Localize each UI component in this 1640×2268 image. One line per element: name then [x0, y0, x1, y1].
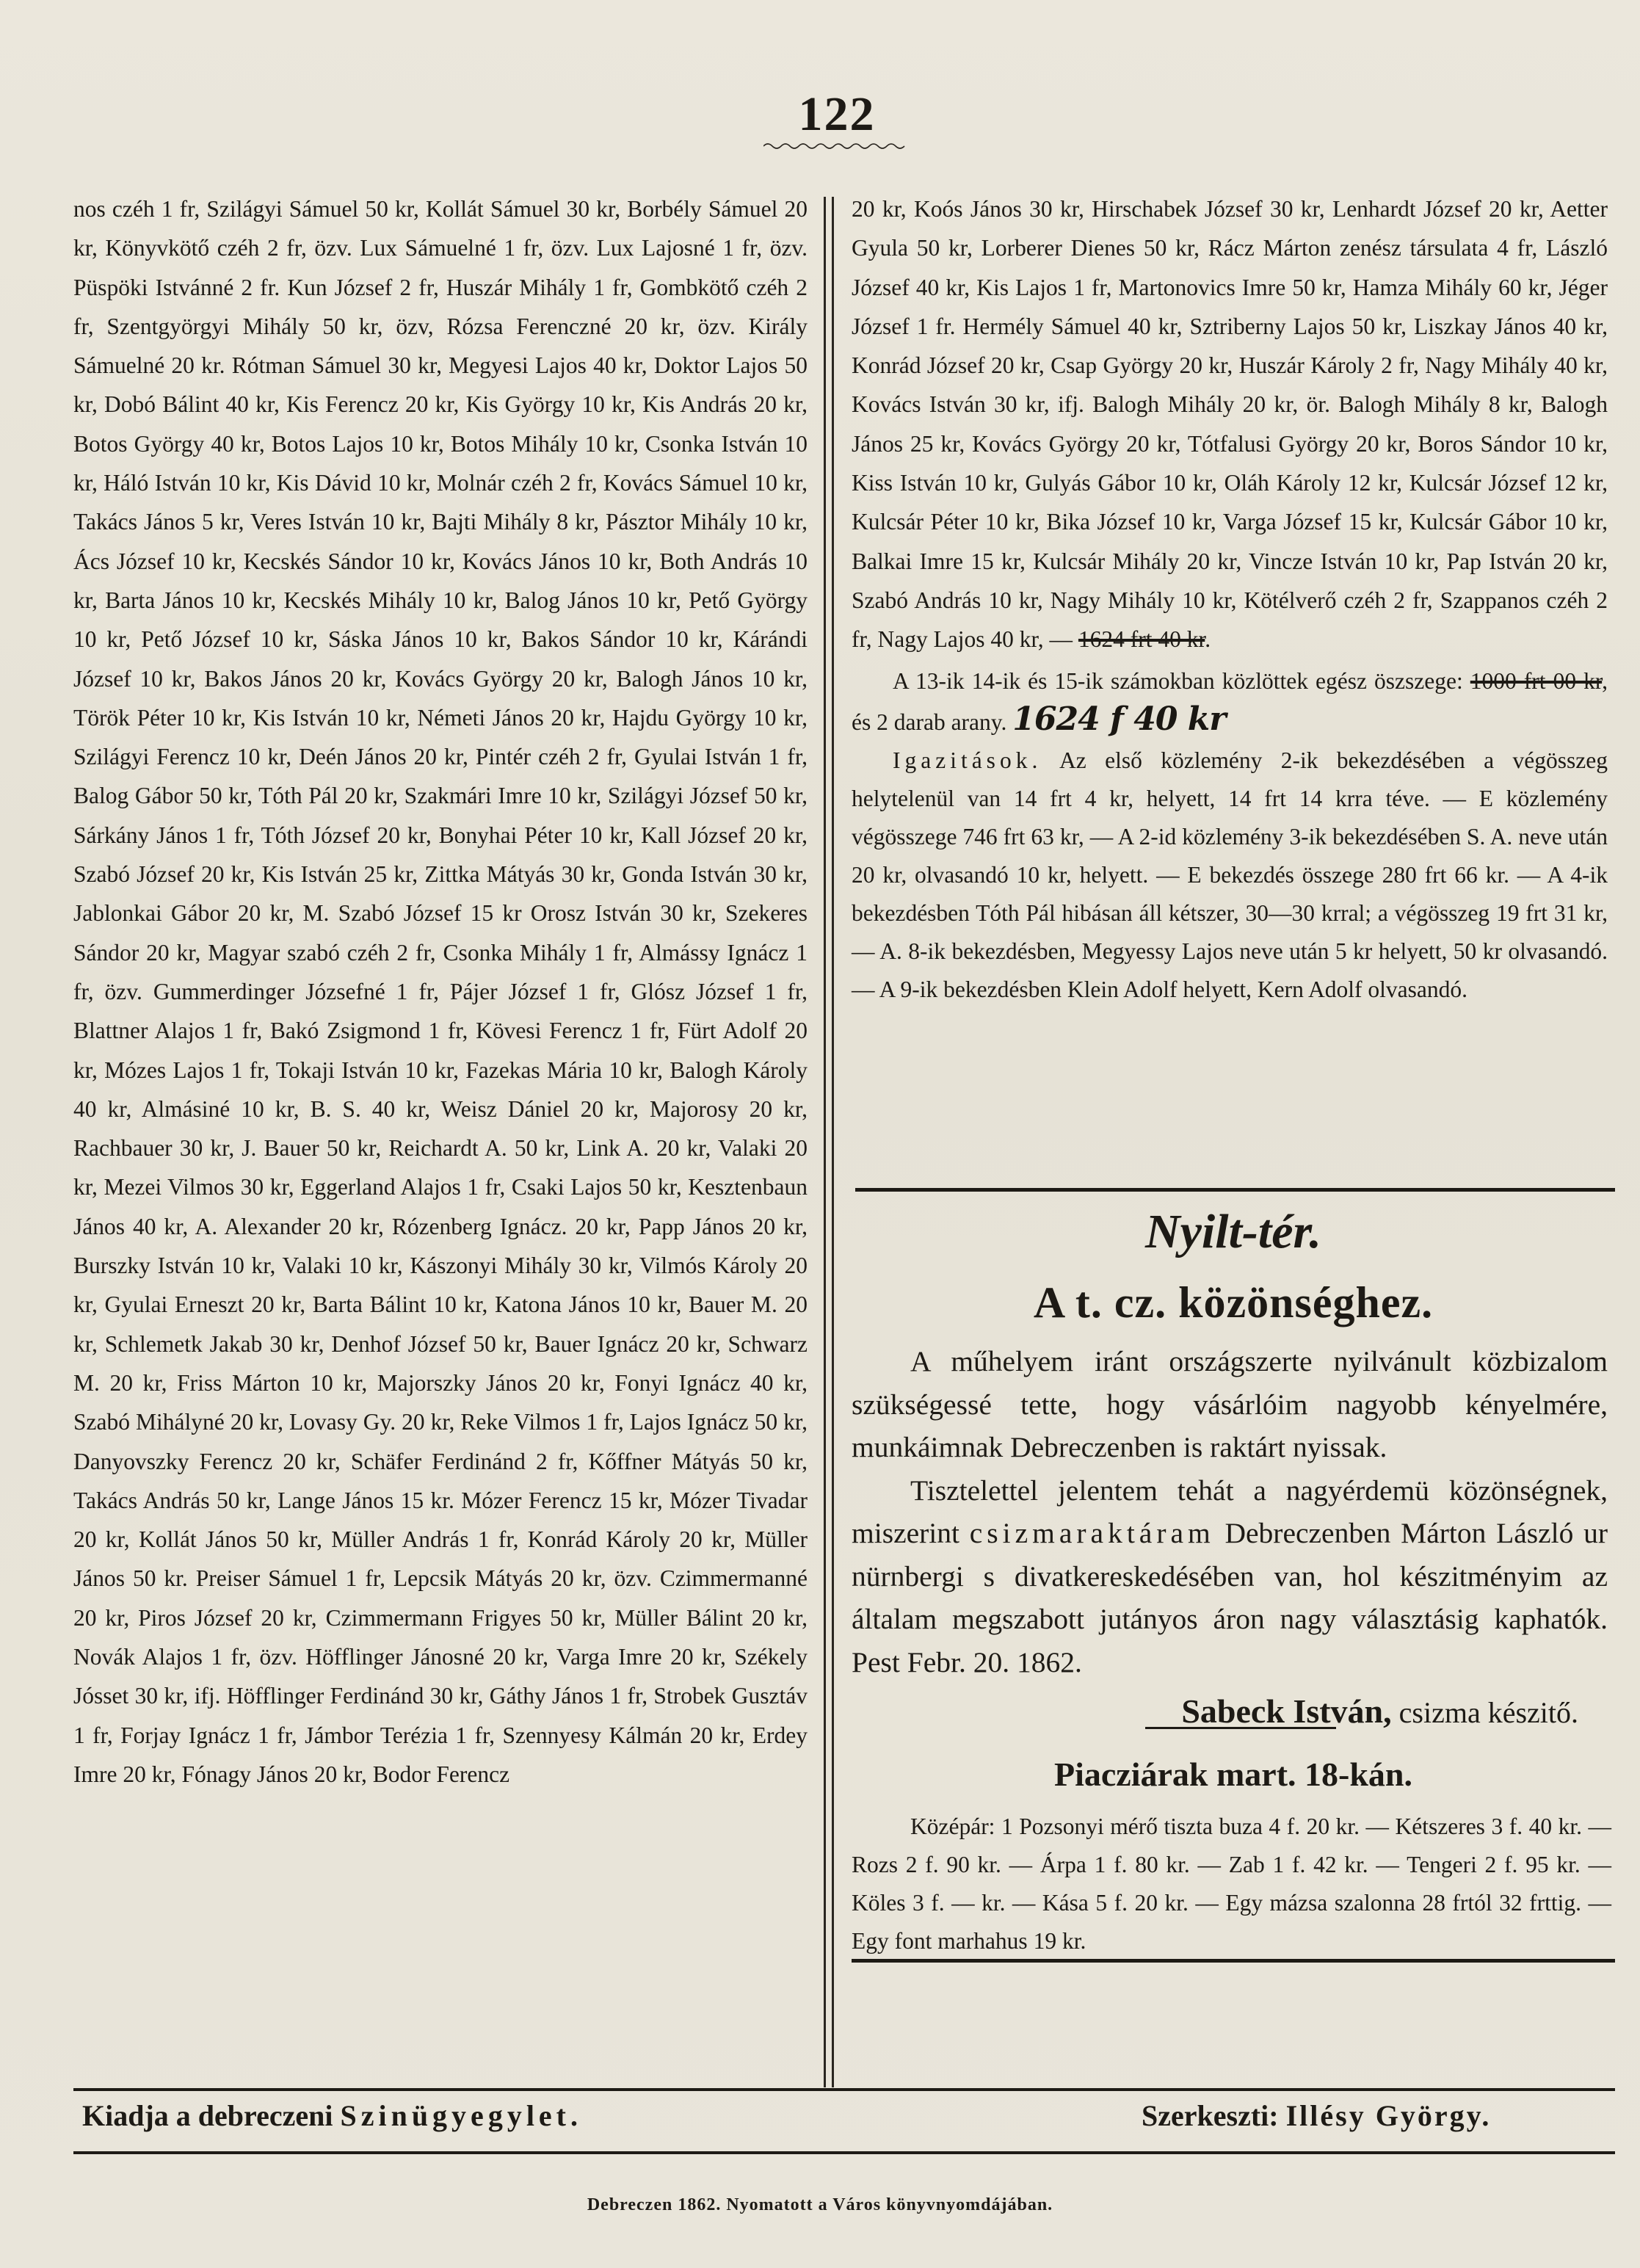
editor-label: Szerkeszti:: [1142, 2099, 1279, 2132]
footer-top-rule: [73, 2088, 1615, 2091]
ad-paragraph-2-a: Tisztelettel jelentem tehát a nagyérdemü közönségnek, miszerint: [852, 1474, 1608, 1549]
footer-bottom-rule: [73, 2151, 1615, 2154]
handwritten-sum: 1624 f 40 kr: [1012, 700, 1226, 738]
nyilt-ter-heading: Nyilt-tér.: [1144, 1205, 1322, 1258]
editor-name: Illésy György.: [1285, 2099, 1492, 2132]
market-prices: [852, 1808, 1611, 1960]
signer-role: csizma készitő.: [1398, 1696, 1578, 1729]
advertisement: [852, 1340, 1608, 1736]
summary-struck: 1000 frt 00 kr: [1470, 667, 1603, 694]
ad-paragraph-1: A műhelyem iránt országszerte nyilvánult közbizalom szükségessé tette, hogy vásárlóim nagyobb kényelmére, munkáimnak Debreczenben is raktárt nyissak.: [852, 1345, 1608, 1463]
corrections-paragraph: [852, 742, 1608, 1009]
printer-imprint: Debreczen 1862. Nyomatott a Város könyvnyomdájában.: [587, 2195, 1053, 2214]
footer-editor: [1142, 2098, 1491, 2133]
publisher-label: Kiadja a debreczeni: [82, 2099, 333, 2132]
market-title: Piacziárak mart. 18-kán.: [1053, 1756, 1413, 1793]
donor-list-left: nos czéh 1 fr, Szilágyi Sámuel 50 kr, Kollát Sámuel 30 kr, Borbély Sámuel 20 kr, Könyvkötő czéh 2 fr, özv. Lux Sámuelné 1 fr, özv. Lux Lajosné 1 fr, özv. Püspöki Istvánné 2 fr. Kun József 2 fr, Huszár Mihály 1 fr, Gombkötő czéh 2 fr, Szentgyörgyi Mihály 50 kr, özv, Rózsa Ferenczné 20 kr, özv. Király Sámuelné 20 kr. Rótman Sámuel 30 kr, Megyesi Lajos 40 kr, Doktor Lajos 50 kr, Dobó Bálint 40 kr, Kis Ferencz 20 kr, Kis György 10 kr, Kis András 20 kr, Botos György 40 kr, Botos Lajos 10 kr, Botos Mihály 10 kr, Csonka István 10 kr, Háló István 10 kr, Kis Dávid 10 kr, Molnár czéh 2 fr, Kovács Sámuel 10 kr, Takács János 5 kr, Veres István 10 kr, Bajti Mihály 8 kr, Pásztor Mihály 10 kr, Ács József 10 kr, Kecskés Sándor 10 kr, Kovács János 10 kr, Both András 10 kr, Barta János 10 kr, Kecskés Mihály 10 kr, Balog János 10 kr, Pető György 10 kr, Pető József 10 kr, Sáska János 10 kr, Bakos Sándor 10 kr, Kárándi József 10 kr, Bakos János 20 kr, Kovács György 20 kr, Balogh János 10 kr, Török Péter 10 kr, Kis István 10 kr, Németi János 20 kr, Hajdu György 10 kr, Szilágyi Ferencz 10 kr, Deén János 20 kr, Pintér czéh 2 fr, Gyulai István 1 fr, Balog Gábor 50 kr, Tóth Pál 20 kr, Szakmári Imre 10 kr, Szilágyi József 50 kr, Sárkány János 1 fr, Tóth József 20 kr, Bonyhai Péter 10 kr, Kall József 20 kr, Szabó József 20 kr, Kis István 25 kr, Zittka Mátyás 30 kr, Gonda István 30 kr, Jablonkai Gábor 20 kr, M. Szabó József 15 kr Orosz István 30 kr, Szekeres Sándor 20 kr, Magyar szabó czéh 2 fr, Csonka Mihály 1 fr, Almássy Ignácz 1 fr, özv. Gummerdinger Józsefné 1 fr, Pájer József 1 fr, Glósz József 1 fr, Blattner Alajos 1 fr, Bakó Zsigmond 1 fr, Kövesi Ferencz 1 fr, Fürt Adolf 20 kr, Mózes Lajos 1 fr, Tokaji István 10 kr, Fazekas Mária 10 kr, Balogh Károly 40 kr, Almásiné 10 kr, B. S. 40 kr, Weisz Dániel 20 kr, Majorosy 20 kr, Rachbauer 30 kr, J. Bauer 50 kr, Reichardt A. 50 kr, Link A. 20 kr, Valaki 20 kr, Mezei Vilmos 30 kr, Eggerland Alajos 1 fr, Csaki Lajos 50 kr, Kesztenbaun János 40 kr, A. Alexander 20 kr, Rózenberg Ignácz. 20 kr, Papp János 20 kr, Burszky István 10 kr, Valaki 10 kr, Kászonyi Mihály 30 kr, Vilmós Károly 20 kr, Gyulai Erneszt 20 kr, Barta Bálint 10 kr, Katona János 10 kr, Bauer M. 20 kr, Schlemetk Jakab 30 kr, Denhof József 50 kr, Bauer Ignácz 20 kr, Schwarz M. 20 kr, Friss Márton 10 kr, Majorszky János 20 kr, Fonyi Ignácz 40 kr, Szabó Mihályné 20 kr, Lovasy Gy. 20 kr, Reke Vilmos 1 fr, Lajos Ignácz 50 kr, Danyovszky Ferencz 20 kr, Schäfer Ferdinánd 2 fr, Kőffner Mátyás 50 kr, Takács András 50 kr, Lange János 15 kr. Mózer Ferencz 15 kr, Mózer Tivadar 20 kr, Kollát János 50 kr, Müller András 1 fr, Konrád Károly 20 kr, Müller János 50 kr. Preiser Sámuel 1 fr, Lepcsik Mátyás 20 kr, özv. Czimmermanné 20 kr, Piros József 20 kr, Czimmermann Frigyes 50 kr, Müller Bálint 20 kr, Novák Alajos 1 fr, özv. Höfflinger Jánosné 20 kr, Varga Imre 20 kr, Székely Jósset 30 kr, ifj. Höfflinger Ferdinánd 30 kr, Gáthy János 1 fr, Strobek Gusztáv 1 fr, Forjay Ignácz 1 fr, Jámbor Terézia 1 fr, Szennyesy Kálmán 20 kr, Erdey Imre 20 kr, Fónagy János 20 kr, Bodor Ferencz: [73, 196, 808, 1787]
ad-paragraph-2: [852, 1469, 1608, 1684]
footer-publisher: [82, 2098, 582, 2133]
corrections-label: Igazitások.: [893, 747, 1042, 773]
ad-heading: A t. cz. közönséghez.: [1033, 1278, 1434, 1327]
summary-line: A 13-ik 14-ik és 15-ik számokban közlöttek egész öszszege:: [893, 667, 1463, 694]
column-divider: [824, 197, 834, 2087]
left-column: [73, 189, 808, 1794]
donor-list-right-text: 20 kr, Koós János 30 kr, Hirschabek József 30 kr, Lenhardt József 20 kr, Aetter Gyula 50 kr, Lorberer Dienes 50 kr, Rácz Márton zenész társulata 4 fr, László József 40 kr, Kis Lajos 1 fr, Martonovics Imre 50 kr, Hamza Mihály 60 kr, Jéger József 1 fr. Hermély Sámuel 40 kr, Sztriberny Lajos 50 kr, Liszkay János 40 kr, Konrád József 20 kr, Csap György 20 kr, Huszár Károly 2 fr, Nagy Mihály 40 kr, Kovács István 30 kr, ifj. Balogh Mihály 20 kr, ör. Balogh Mihály 8 kr, Balogh János 25 kr, Kovács György 20 kr, Tótfalusi György 20 kr, Boros Sándor 10 kr, Kiss István 10 kr, Gulyás Gábor 10 kr, Oláh Károly 12 kr, Kulcsár József 12 kr, Kulcsár Péter 10 kr, Bika József 10 kr, Varga József 15 kr, Kulcsár Gábor 10 kr, Balkai Imre 15 kr, Kulcsár Mihály 20 kr, Vincze István 10 kr, Pap István 20 kr, Szabó András 10 kr, Nagy Mihály 10 kr, Kötélverő czéh 2 fr, Szappanos czéh 2 fr, Nagy Lajos 40 kr, —: [852, 196, 1608, 653]
section-divider: [855, 1188, 1615, 1192]
short-divider: [1145, 1727, 1336, 1729]
ad-paragraph-2-b: Debreczenben Márton László ur nürnbergi s divatkereskedésében van, hol készitményim az általam megszabott jutányos áron nagy választásig kaphatók. Pest Febr. 20. 1862.: [852, 1517, 1608, 1678]
corrections-text: Az első közlemény 2-ik bekezdésében a végösszeg helytelenül van 14 frt 4 kr, helyett, 14 frt 14 krra téve. — E közlemény végösszege 746 frt 63 kr, — A 2-id közlemény 3-ik bekezdésében S. A. neve után 20 kr, olvasandó 10 kr, helyett. — E bekezdés összege 280 frt 66 kr. — A 4-ik bekezdésben Tóth Pál hibásan áll kétszer, 30—30 krral; a végösszeg 19 frt 31 kr, — A. 8-ik bekezdésben, Megyessy Lajos neve után 5 kr helyett, 50 kr olvasandó. — A 9-ik bekezdésben Klein Adolf helyett, Kern Adolf olvasandó.: [852, 747, 1608, 1002]
struck-total: 1624 frt 40 kr: [1078, 626, 1205, 653]
summary-paragraph: [852, 662, 1608, 742]
decorative-squiggle: [763, 141, 910, 151]
right-column: [852, 189, 1608, 1009]
ad-paragraph-2-spaced: csizmaraktáram: [969, 1517, 1215, 1549]
publisher-name: Szinügyegylet.: [340, 2099, 582, 2132]
summary-tail: , és 2 darab arany.: [852, 667, 1608, 735]
donor-list-right: 20 kr, Koós János 30 kr, Hirschabek József 30 kr, Lenhardt József 20 kr, Aetter Gyula 50 kr, Lorberer Dienes 50 kr, Rácz Márton zenész társulata 4 fr, László József 40 kr, Kis Lajos 1 fr, Martonovics Imre 50 kr, Hamza Mihály 60 kr, Jéger József 1 fr. Hermély Sámuel 40 kr, Sztriberny Lajos 50 kr, Liszkay János 40 kr, Konrád József 20 kr, Csap György 20 kr, Huszár Károly 2 fr, Nagy Mihály 40 kr, Kovács István 30 kr, ifj. Balogh Mihály 20 kr, ör. Balogh Mihály 8 kr, Balogh János 25 kr, Kovács György 20 kr, Tótfalusi György 20 kr, Boros Sándor 10 kr, Kiss István 10 kr, Gulyás Gábor 10 kr, Oláh Károly 12 kr, Kulcsár József 12 kr, Kulcsár Péter 10 kr, Bika József 10 kr, Varga József 15 kr, Kulcsár Gábor 10 kr, Balkai Imre 15 kr, Kulcsár Mihály 20 kr, Vincze István 10 kr, Pap István 20 kr, Szabó András 10 kr, Nagy Mihály 10 kr, Kötélverő czéh 2 fr, Szappanos czéh 2 fr, Nagy Lajos 40 kr, — 1624 frt 40 kr.: [852, 196, 1608, 653]
market-text: Középár: 1 Pozsonyi mérő tiszta buza 4 f. 20 kr. — Kétszeres 3 f. 40 kr. — Rozs 2 f. 90 kr. — Árpa 1 f. 80 kr. — Zab 1 f. 42 kr. — Tengeri 2 f. 95 kr. — Köles 3 f. — kr. — Kása 5 f. 20 kr. — Egy mázsa szalonna 28 frtól 32 frttig. — Egy font marhahus 19 kr.: [852, 1814, 1611, 1954]
signer-name: Sabeck István,: [1181, 1692, 1392, 1730]
ad-signature: [852, 1688, 1608, 1736]
page-number: 122: [798, 87, 876, 141]
market-end-rule: [852, 1959, 1615, 1963]
